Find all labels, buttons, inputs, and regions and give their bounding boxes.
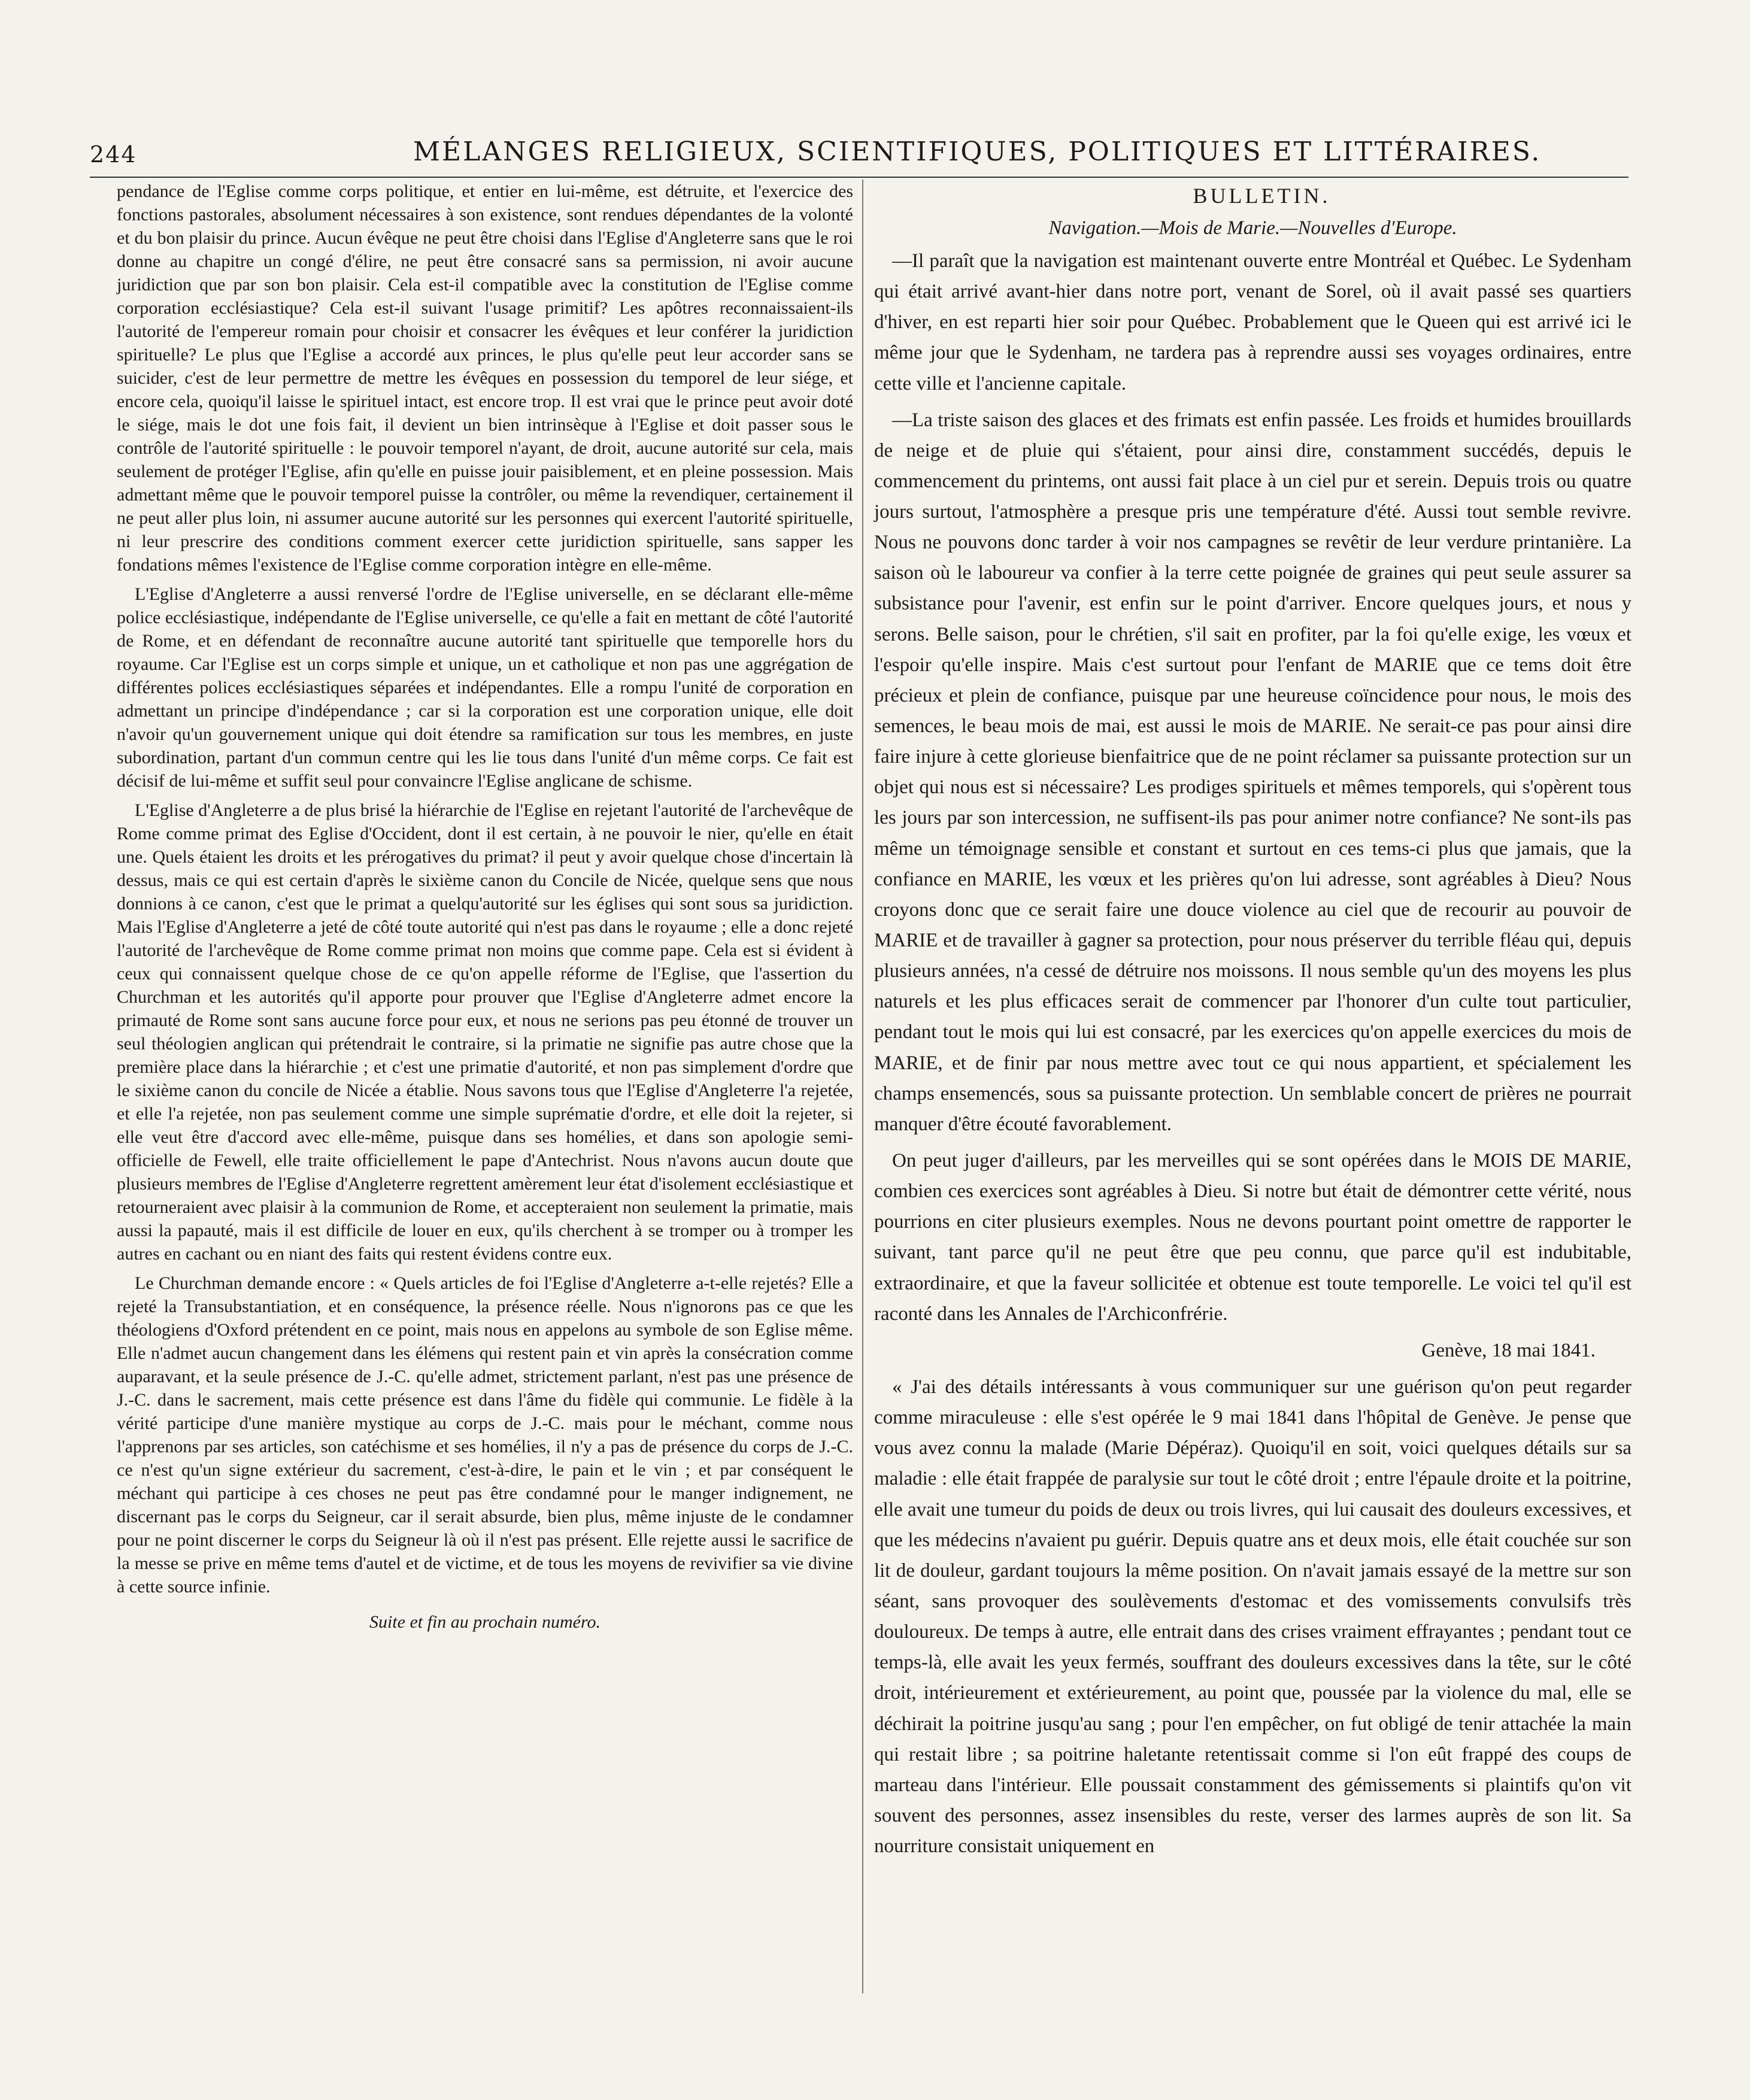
letter-dateline: Genève, 18 mai 1841.: [1421, 1339, 1596, 1361]
running-title: MÉLANGES RELIGIEUX, SCIENTIFIQUES, POLITIQUES ET LITTÉRAIRES.: [413, 136, 1542, 167]
left-paragraph: pendance de l'Eglise comme corps politique, et entier en lui-même, est détruite, et l'exercice des fonctions pastorales, absolument nécessaires à son existence, sont rendues dépendantes de la volonté et du bon plaisir du prince. Aucun évêque ne peut être choisi dans l'Eglise d'Angleterre sans que le roi donne au chapitre un congé d'élire, ne peut être consacré sans sa permission, ni avoir aucune juridiction que par son bon plaisir. Cela est-il compatible avec la constitution de l'Eglise comme corporation ecclésiastique? Cela est-il suivant l'usage primitif? Les apôtres reconnaissaient-ils l'autorité de l'empereur romain pour choisir et consacrer les évêques et leur conférer la juridiction spirituelle? Le plus que l'Eglise a accordé aux princes, le plus qu'elle peut leur accorder sans se suicider, c'est de leur permettre de mettre les évêques en possession du temporel de leur siége, et encore cela, quoiqu'il laisse le spirituel intact, est encore trop. Il est vrai que le prince peut avoir doté le siége, mais le dot une fois fait, il devient un bien intrinsèque à l'Eglise et doit passer sous le contrôle de l'autorité spirituelle : le pouvoir temporel n'ayant, de droit, aucune autorité sur cela, mais seulement de protéger l'Eglise, afin qu'elle en puisse jouir paisiblement, et en pleine possession. Mais admettant même que le pouvoir temporel puisse la contrôler, ou même la revendiquer, certainement il ne peut aller plus loin, ni assumer aucune autorité sur les personnes qui exercent l'autorité spirituelle, ni leur prescrire des conditions comment exercer cette juridiction spirituelle, sans sapper les fondations mêmes l'existence de l'Eglise comme corporation intègre en elle-même.: [117, 181, 853, 575]
page-number: 244: [90, 141, 137, 168]
letter-text: « J'ai des détails intéressants à vous communiquer sur une guérison qu'on peut regarder comme miraculeuse : elle s'est opérée le 9 mai 1841 dans l'hôpital de Genève. Je pense que vous avez connu la malade (Marie Dépéraz). Quoiqu'il en soit, voici quelques détails sur sa maladie : elle était frappée de paralysie sur tout le côté droit ; entre l'épaule droite et la poitrine, elle avait une tumeur du poids de deux ou trois livres, qui lui causait des douleurs excessives, et que les médecins n'avaient pu guérir. Depuis quatre ans et deux mois, elle était couchée sur son lit de douleur, gardant toujours la même position. On n'avait jamais essayé de la mettre sur son séant, sans provoquer des soulèvements d'estomac et des vomissements convulsifs très douloureux. De temps à autre, elle entrait dans des crises vraiment effrayantes ; pendant tout ce temps-là, elle avait les yeux fermés, souffrant des douleurs excessives dans la tête, sur le côté droit, intérieurement et extérieurement, au point que, poussée par la violence du mal, elle se déchirait la poitrine jusqu'au sang ; pour l'en empêcher, on fut obligé de tenir attachée la main qui restait libre ; sa poitrine haletante retentissait comme si l'on eût frappé des coups de marteau dans l'intérieur. Elle poussait constamment des gémissements si plaintifs qu'on vit souvent des personnes, assez insensibles du reste, verser des larmes auprès de son lit. Sa nourriture consistait uniquement en: [874, 1376, 1631, 1858]
left-paragraph: Le Churchman demande encore : « Quels articles de foi l'Eglise d'Angleterre a-t-elle rejetés? Elle a rejeté la Transubstantiation, et en conséquence, la présence réelle. Nous n'ignorons pas ce que les théologiens d'Oxford prétendent en ce point, mais nous en appelons au symbole de son Eglise même. Elle n'admet aucun changement dans les élémens qui restent pain et vin après la consécration comme auparavant, et la seule présence de J.-C. qu'elle admet, strictement parlant, n'est pas une présence de J.-C. dans le sacrement, mais cette présence est dans l'âme du fidèle qui communie. Le fidèle à la vérité participe d'une manière mystique au corps de J.-C. mais pour le méchant, comme nous l'apprenons par ses articles, son catéchisme et ses homélies, il n'y a pas de présence du corps de J.-C. ce n'est qu'un signe extérieur du sacrement, c'est-à-dire, le pain et le vin ; et par conséquent le méchant qui participe à ces choses ne peut pas être condamné pour le manger indignement, ne discernant pas le corps du Seigneur, car il serait absurde, bien plus, même injuste de le condamner pour ne point discerner le corps du Seigneur là où il n'est pas présent. Elle rejette aussi le sacrifice de la messe se prive en même tems d'autel et de victime, et de tous les moyens de revivifier sa vie divine à cette source infinie.: [117, 1273, 853, 1597]
bulletin-subheading: Navigation.—Mois de Marie.—Nouvelles d'Europe.: [1048, 217, 1457, 239]
bulletin-paragraph: —Il paraît que la navigation est maintenant ouverte entre Montréal et Québec. Le Sydenham qui était arrivé avant-hier dans notre port, venant de Sorel, où il avait passé ses quartiers d'hiver, en est reparti hier soir pour Québec. Probablement que le Queen qui est arrivé ici le même jour que le Sydenham, ne tardera pas à reprendre aussi ses voyages ordinaires, entre cette ville et l'ancienne capitale.: [874, 250, 1631, 394]
right-column: [874, 180, 1631, 1868]
left-paragraph: L'Eglise d'Angleterre a de plus brisé la hiérarchie de l'Eglise en rejetant l'autorité de l'archevêque de Rome comme primat des Eglise d'Occident, dont il est certain, à ne pouvoir le nier, qu'elle en était une. Quels étaient les droits et les prérogatives du primat? il peut y avoir quelque chose d'incertain là dessus, mais ce qui est certain d'après le sixième canon du Concile de Nicée, quelque sens que nous donnions à ce canon, c'est que le primat a quelqu'autorité sur les églises qui sont sous sa juridiction. Mais l'Eglise d'Angleterre a jeté de côté toute autorité qui n'est pas dans le royaume ; elle a donc rejeté l'autorité de l'archevêque de Rome comme primat non moins que comme pape. Cela est si évident à ceux qui connaissent quelque chose de ce qu'on appelle réforme de l'Eglise, que l'assertion du Churchman et les autorités qu'il apporte pour prouver que l'Eglise d'Angleterre admet encore la primauté de Rome sont sans aucune force pour eux, et nous ne serions pas peu étonné de trouver un seul théologien anglican qui prétendrait le contraire, si la primatie ne signifie pas autre chose que la première place dans la hiérarchie ; et c'est une primatie d'autorité, et non pas simplement d'ordre que le sixième canon du concile de Nicée a établie. Nous savons tous que l'Eglise d'Angleterre l'a rejetée, et elle l'a rejetée, non pas seulement comme une simple suprématie d'ordre, et elle doit la rejeter, si elle veut être d'accord avec elle-même, puisque dans ses homélies, et dans son apologie semi-officielle de Fewell, elle traite officiellement le pape d'Antechrist. Nous n'avons aucun doute que plusieurs membres de l'Eglise d'Angleterre regrettent amèrement leur état d'isolement ecclésiastique et retourneraient avec plaisir à la communion de Rome, et accepteraient non seulement la primatie, mais aussi la papauté, mais il est difficile de louer en eux, qu'ils cherchent à se tromper ou à tromper les autres en cachant ou en niant des faits qui restent évidens contre eux.: [117, 800, 853, 1264]
bulletin-heading: BULLETIN.: [1193, 184, 1331, 208]
column-divider: [862, 180, 863, 1993]
bulletin-paragraph: On peut juger d'ailleurs, par les merveilles qui se sont opérées dans le MOIS DE MARIE, combien ces exercices sont agréables à Dieu. Si notre but était de démontrer cette vérité, nous pourrions en citer plusieurs exemples. Nous ne devons pourtant point omettre de rapporter le suivant, tant parce qu'il ne peut être que peu connu, que parce qu'il est indubitable, extraordinaire, et que la faveur sollicitée et obtenue est toute temporelle. Le voici tel qu'il est raconté dans les Annales de l'Archiconfrérie.: [874, 1150, 1631, 1325]
page-header: [90, 136, 1646, 178]
bulletin-paragraph: —La triste saison des glaces et des frimats est enfin passée. Les froids et humides brouillards de neige et de pluie qui s'étaient, pour ainsi dire, constamment succédés, depuis le commencement du printems, ont aussi fait place à un ciel pur et serein. Depuis trois ou quatre jours surtout, l'atmosphère a presque pris une température d'été. Aussi tout semble revivre. Nous ne pouvons donc tarder à voir nos campagnes se revêtir de leur verdure printanière. La saison où le laboureur va confier à la terre cette poignée de graines qui peut seule assurer sa subsistance pour l'avenir, est enfin sur le point d'arriver. Encore quelques jours, et nous y serons. Belle saison, pour le chrétien, s'il sait en profiter, par la foi qu'elle exige, les vœux et l'espoir qu'elle inspire. Mais c'est surtout pour l'enfant de MARIE que ce tems doit être précieux et plein de confiance, puisque par une heureuse coïncidence pour nous, le mois des semences, le beau mois de mai, est aussi le mois de MARIE. Ne serait-ce pas pour ainsi dire faire injure à cette glorieuse bienfaitrice que de ne point réclamer sa puissante protection sur un objet qui nous est si nécessaire? Les prodiges spirituels et mêmes temporels, qui s'opèrent tous les jours par son intercession, ne suffisent-ils pas pour animer notre confiance? Ne sont-ils pas même un témoignage sensible et constant et surtout en ces tems-ci plus que jamais, que la confiance en MARIE, les vœux et les prières qu'on lui adresse, sont agréables à Dieu? Nous croyons donc que ce serait faire une douce violence au ciel que de recourir au pouvoir de MARIE et de travailler à gagner sa protection, pour nous préserver du terrible fléau qui, depuis plusieurs années, n'a cessé de détruire nos moissons. Il nous semble qu'un des moyens les plus naturels et les plus efficaces serait de commencer par l'honorer d'un culte tout particulier, pendant tout le mois qui lui est consacré, par les exercices qu'on appelle exercices du mois de MARIE, et de finir par nous mettre avec tout ce qui nous appartient, et spécialement les champs ensemencés, sous sa puissante protection. Un semblable concert de prières ne pourrait manquer d'être écouté favorablement.: [874, 409, 1631, 1135]
left-paragraph: L'Eglise d'Angleterre a aussi renversé l'ordre de l'Eglise universelle, en se déclarant elle-même police ecclésiastique, indépendante de l'Eglise universelle, ce qu'elle a fait en mettant de côté l'autorité de Rome, et en défendant de reconnaître aucune autorité tant spirituelle que temporelle hors du royaume. Car l'Eglise est un corps simple et unique, un et catholique et non pas une aggrégation de différentes polices ecclésiastiques séparées et indépendantes. Elle a rompu l'unité de corporation en admettant un principe d'indépendance ; car si la corporation est une corporation unique, elle doit n'avoir qu'un gouvernement unique qui doit étendre sa ramification sur tous les membres, en juste subordination, partant d'un commun centre qui les lie tous dans l'unité d'un même corps. Ce fait est décisif de lui-même et suffit seul pour convaincre l'Eglise anglicane de schisme.: [117, 584, 853, 791]
continuation-note: Suite et fin au prochain numéro.: [369, 1612, 601, 1632]
left-column: [117, 180, 853, 1640]
header-rule: [90, 177, 1628, 178]
